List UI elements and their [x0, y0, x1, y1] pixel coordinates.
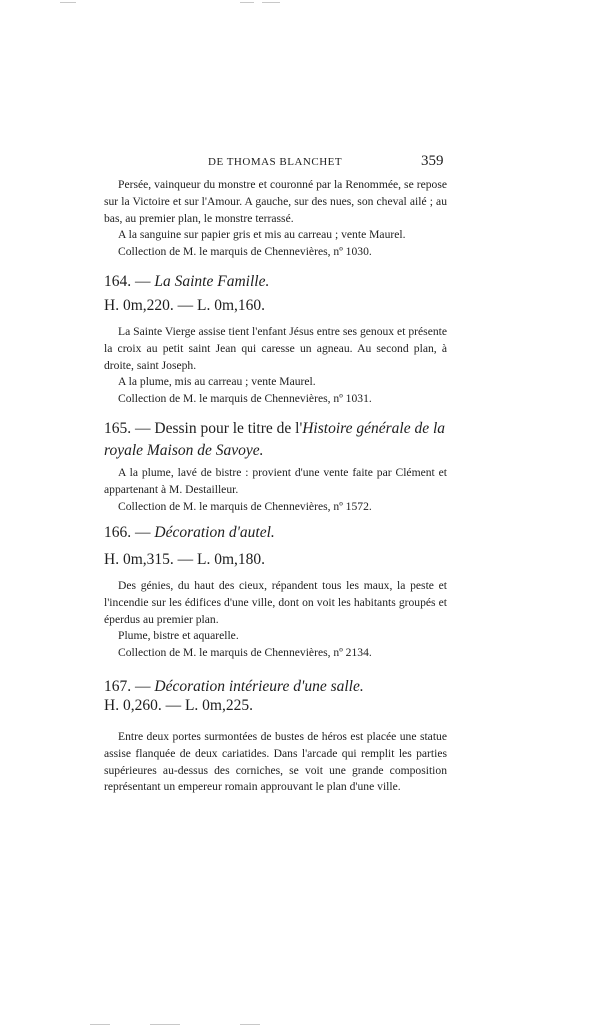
entry-technique: Plume, bistre et aquarelle. — [118, 629, 239, 643]
entry-165-title — [104, 418, 447, 462]
intro-block — [104, 177, 447, 261]
entry-title-prefix: Dessin pour le titre de l' — [154, 420, 303, 437]
entry-collection: Collection de M. le marquis de Chennevières, nº 1572. — [118, 499, 372, 513]
entry-title-text: La Sainte Famille. — [154, 273, 270, 290]
entry-number: 167. — — [104, 678, 151, 695]
intro-description: Persée, vainqueur du monstre et couronné par la Renommée, se repose sur la Victoire et sur l'Amour. A gauche, sur des nues, son cheval ailé ; au bas, au premier plan, le monstre terrassé. — [104, 178, 447, 225]
entry-166-dimensions: H. 0m,315. — L. 0m,180. — [104, 551, 266, 568]
entry-number: 165. — — [104, 420, 151, 437]
entry-164-title — [104, 271, 447, 293]
entry-167-title — [104, 676, 447, 698]
entry-164-dimensions: H. 0m,220. — L. 0m,160. — [104, 297, 266, 314]
entry-165-body — [104, 465, 447, 515]
scan-mark — [90, 1024, 110, 1025]
entry-technique: A la plume, lavé de bistre : provient d'une vente faite par Clément et appartenant à M. Destailleur. — [104, 466, 447, 496]
entry-description: Des génies, du haut des cieux, répandent tous les maux, la peste et l'incendie sur les édifices d'une ville, dont on voit les habitants groupés et éperdus au premier plan. — [104, 579, 447, 626]
page-header — [0, 153, 600, 173]
scan-mark — [262, 2, 280, 3]
entry-166-title — [104, 522, 447, 544]
entry-166-body — [104, 578, 447, 662]
entry-title-text: Décoration intérieure d'une salle. — [154, 678, 364, 695]
scan-mark — [60, 2, 76, 3]
entry-title-text: Décoration d'autel. — [154, 524, 275, 541]
scan-mark — [240, 1024, 260, 1025]
entry-number: 166. — — [104, 524, 151, 541]
page-number: 359 — [421, 153, 444, 169]
entry-collection: Collection de M. le marquis de Chennevières, nº 2134. — [118, 646, 372, 660]
entry-167-dimensions: H. 0,260. — L. 0m,225. — [104, 697, 253, 714]
entry-164-body — [104, 324, 447, 408]
scan-mark — [150, 1024, 180, 1025]
intro-collection: Collection de M. le marquis de Chennevières, nº 1030. — [118, 245, 372, 259]
entry-description: Entre deux portes surmontées de bustes de héros est placée une statue assise flanquée de deux cariatides. Dans l'arcade qui remplit les parties supérieures au-dessus des corniches, se voit une grande composition représentant un empereur romain approuvant le plan d'une ville. — [104, 730, 447, 794]
entry-description: La Sainte Vierge assise tient l'enfant Jésus entre ses genoux et présente la croix au petit saint Jean qui caresse un agneau. Au second plan, à droite, saint Joseph. — [104, 325, 447, 372]
entry-167-body — [104, 729, 447, 796]
scan-mark — [240, 2, 254, 3]
entry-collection: Collection de M. le marquis de Chennevières, nº 1031. — [118, 392, 372, 406]
entry-number: 164. — — [104, 273, 151, 290]
running-head: DE THOMAS BLANCHET — [208, 156, 343, 168]
entry-technique: A la plume, mis au carreau ; vente Maurel. — [118, 375, 316, 389]
intro-technique: A la sanguine sur papier gris et mis au carreau ; vente Maurel. — [118, 228, 406, 242]
entry-title-text: Histoire générale de la royale Maison de Savoye. — [104, 420, 446, 459]
